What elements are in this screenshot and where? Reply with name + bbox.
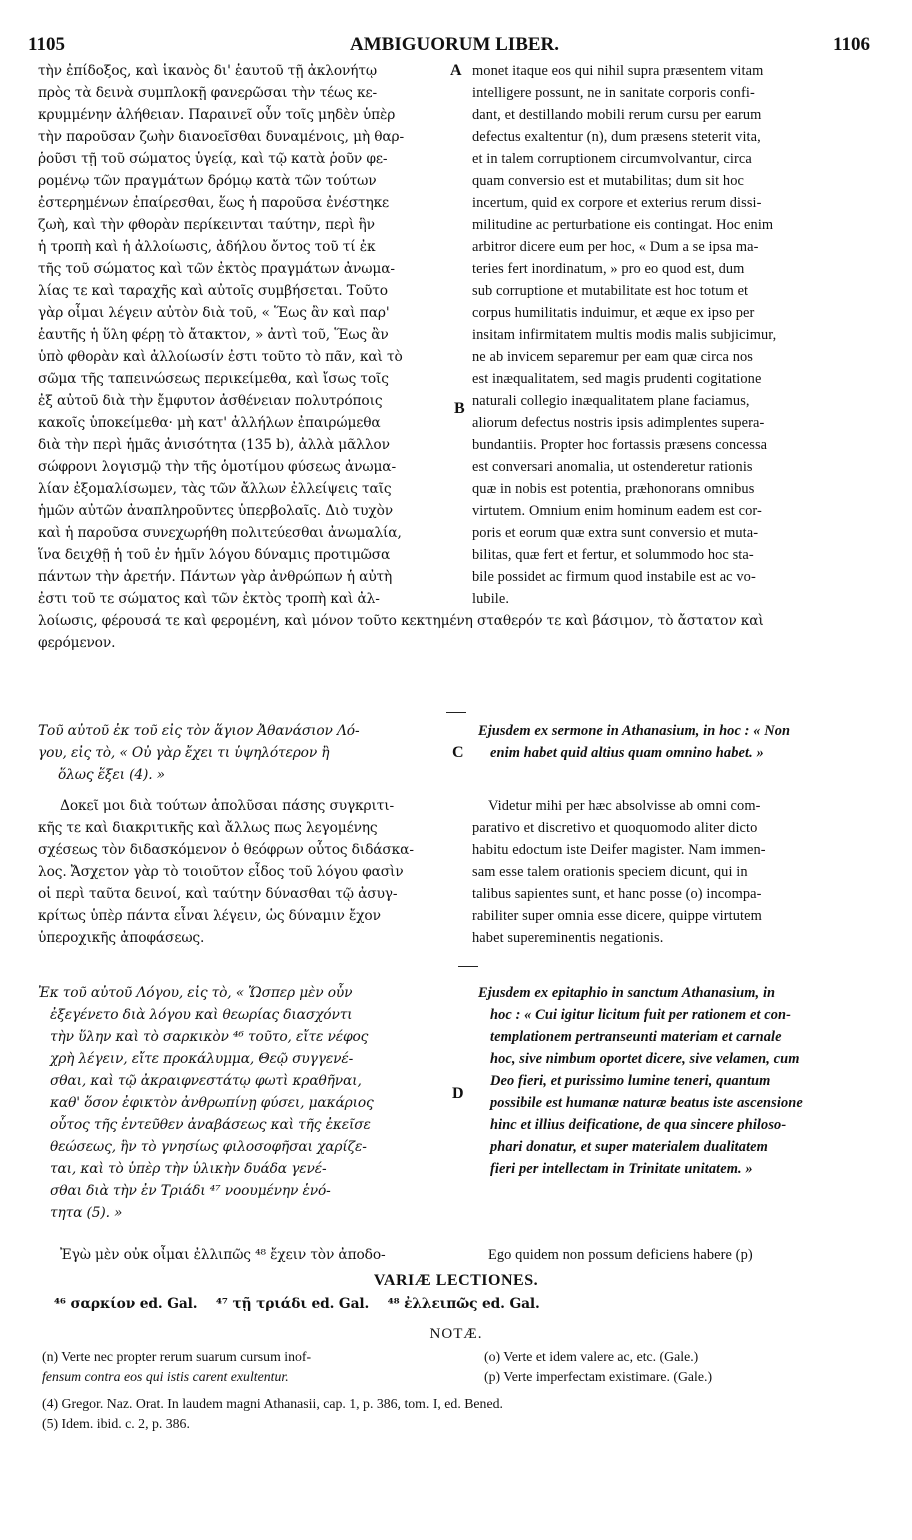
reference-line: (5) Idem. ibid. c. 2, p. 386. [42, 1416, 190, 1431]
latin-line: sam esse talem orationis speciem dicunt, qui in [472, 864, 748, 880]
latin-line: et in talem corruptionem circumvolvantur, circa [472, 151, 752, 167]
greek-line: κρυμμένην ἀλήθειαν. Παραινεῖ οὖν τοῖς μηδὲν ὑπὲρ [38, 107, 396, 123]
greek-line: Δοκεῖ μοι διὰ τούτων ἀπολῦσαι πάσης συγκριτι- [60, 798, 394, 814]
greek-line: φερόμενον. [38, 635, 116, 651]
section3-latin-column [478, 982, 878, 1180]
latin-line: insitam infirmitatem multis modis malis subjicimur, [472, 327, 777, 343]
greek-line: κακοῖς ὑποκείμεθα· μὴ κατ' ἀλλήλων ἐπαιρώμεθα [38, 415, 381, 431]
latin-line: est conversari anomalia, ut ostenderetur rationis [472, 459, 753, 475]
greek-heading-line: γου, εἰς τὸ, « Οὐ γὰρ ἔχει τι ὑψηλότερον ἢ [38, 745, 330, 761]
variae-lectiones-line: ⁴⁶ σαρκίον ed. Gal. ⁴⁷ τῇ τριάδι ed. Gal. ⁴⁸ ἐλλειπῶς ed. Gal. [54, 1296, 540, 1312]
greek-line: ἵνα δειχθῇ ἡ τοῦ ἐν ἡμῖν λόγου δύναμις προτιμῶσα [38, 547, 391, 563]
section3-greek-last-line [60, 1244, 460, 1266]
note-line: (o) Verte et idem valere ac, etc. (Gale.) [484, 1349, 699, 1364]
greek-line: σχέσεως τὸν διδασκόμενον ὁ θεόφρων οὗτος διδάσκα- [38, 842, 414, 858]
latin-heading-line: enim habet quid altius quam omnino habet. » [490, 745, 764, 761]
section-divider [446, 712, 466, 713]
latin-line: incertum, quid ex corpore et exterius rerum dissi- [472, 195, 762, 211]
greek-line: σῶμα τῆς ταπεινώσεως περικείμεθα, καὶ ἴσως τοῖς [38, 371, 389, 387]
latin-line: possibile est humanæ naturæ beatus iste ascensione [490, 1095, 803, 1111]
latin-line: est inæqualitatem, sed magis prudenti cogitatione [472, 371, 762, 387]
note-line: (n) Verte nec propter rerum suarum cursum inof- [42, 1349, 312, 1364]
greek-line: οἱ περὶ ταῦτα δεινοί, καὶ ταύτην δύνασθαι τῷ ἀσυγ- [38, 886, 398, 902]
latin-line: habet supereminentis negationis. [472, 930, 664, 946]
greek-line: ἑαυτῆς ἡ ὕλη φέρῃ τὸ ἄτακτον, » ἀντὶ τοῦ, Ἕως ἂν [38, 327, 389, 343]
latin-line: hinc et illius deificatione, de qua sincere philoso- [490, 1117, 787, 1133]
section1-greek-full-width [38, 610, 878, 654]
latin-line: naturali collegio inæqualitatem plane faciamus, [472, 393, 750, 409]
latin-line: lubile. [472, 591, 510, 607]
page-number-left: 1105 [28, 34, 65, 55]
reference-line: (4) Gregor. Naz. Orat. In laudem magni Athanasii, cap. 1, p. 386, tom. I, ed. Bened. [42, 1396, 503, 1411]
greek-line: ἡμῶν αὐτῶν ἀναπληροῦντες ὑπερβολαῖς. Διὸ τυχὸν [38, 503, 394, 519]
greek-line: λίαν ἐξομαλίσωμεν, τὰς τῶν ἄλλων ἐλλείψεις ταῖς [38, 481, 392, 497]
notae-heading: NOTÆ. [429, 1326, 483, 1342]
latin-line: dant, et destillando mobili rerum cursu per earum [472, 107, 762, 123]
greek-line: ἐστερημένων ἐπαίρεσθαι, ἕως ἡ παροῦσα ἐνέστηκε [38, 195, 390, 211]
greek-line: ἐξεγένετο διὰ λόγου καὶ θεωρίας διασχόντι [50, 1007, 353, 1023]
page-number-right: 1106 [833, 34, 870, 55]
greek-line: διὰ τὴν περὶ ἡμᾶς ἀνισότητα (135 b), ἀλλὰ μᾶλλον [38, 437, 390, 453]
margin-marker-c: C [452, 744, 464, 761]
latin-line: Ejusdem ex epitaphio in sanctum Athanasium, in [478, 985, 776, 1001]
greek-line: τὴν ἐπίδοξος, καὶ ἱκανὸς δι' ἑαυτοῦ τῇ ἀκλονήτῳ [38, 63, 377, 79]
latin-line: fieri per intellectam in Trinitate unitatem. » [490, 1161, 753, 1177]
greek-line: ὑπὸ φθορὰν καὶ ἀλλοίωσίν ἐστι τοῦτο τὸ πᾶν, καὶ τὸ [38, 349, 403, 365]
section2-latin-column [472, 795, 878, 949]
variae-lectiones-heading: VARIÆ LECTIONES. [373, 1272, 539, 1289]
footnote-references [42, 1394, 892, 1434]
greek-line: καθ' ὅσον ἐφικτὸν ἀνθρωπίνῃ φύσει, μακάριος [50, 1095, 374, 1111]
latin-line: intelligere possunt, ne in sanitate corporis confi- [472, 85, 755, 101]
greek-line: χρὴ λέγειν, εἴτε προκάλυμμα, Θεῷ συγγενέ- [50, 1051, 354, 1067]
greek-line: ῥοῦσι τῇ τοῦ σώματος ὑγείᾳ, καὶ τῷ κατὰ ῥοῦν φε- [38, 151, 388, 167]
latin-line: arbitror dicere eum per hoc, « Dum a se ipsa ma- [472, 239, 759, 255]
latin-line: Ego quidem non possum deficiens habere (p) [488, 1247, 753, 1263]
section3-greek-column [38, 982, 458, 1224]
greek-heading-line: Τοῦ αὐτοῦ ἐκ τοῦ εἰς τὸν ἅγιον Ἀθανάσιον Λό- [38, 723, 360, 739]
greek-line: ἡ τροπὴ καὶ ἡ ἀλλοίωσις, ἀδήλου ὄντος τοῦ τί ἐκ [38, 239, 376, 255]
latin-line: rabiliter super omnia esse dicere, quippe virtutem [472, 908, 762, 924]
greek-heading-line: ὅλως ἕξει (4). » [58, 767, 165, 783]
latin-line: corpus humilitatis induimur, et æque ex ipso per [472, 305, 755, 321]
latin-line: phari donatur, et super materialem dualitatem [490, 1139, 768, 1155]
latin-line: teries fert inordinatum, » pro eo quod est, dum [472, 261, 745, 277]
greek-line: ται, καὶ τὸ ὑπὲρ τὴν ὑλικὴν δυάδα γενέ- [50, 1161, 327, 1177]
latin-line: habitu edoctum iste Deifer magister. Nam immen- [472, 842, 766, 858]
greek-line: λίας τε καὶ ταραχῆς καὶ αὐτοῖς συμβήσεται. Τοῦτο [38, 283, 388, 299]
greek-line: κρίτως ὑπὲρ πάντα εἶναι λέγειν, ὡς δύναμιν ἔχον [38, 908, 381, 924]
latin-line: quam conversio est et mutabilitas; dum sit hoc [472, 173, 744, 189]
section1-latin-column [472, 60, 878, 610]
latin-heading-line: Ejusdem ex sermone in Athanasium, in hoc : « Non [478, 723, 791, 739]
latin-line: poris et eorum quæ extra sunt conversio et muta- [472, 525, 759, 541]
greek-line: πάντων τὴν ἀρετήν. Πάντων γὰρ ἀνθρώπων ἡ αὐτὴ [38, 569, 393, 585]
notae-left [42, 1347, 482, 1387]
greek-line: ὑπεροχικῆς ἀποφάσεως. [38, 930, 205, 946]
note-line: fensum contra eos qui istis carent exultentur. [42, 1369, 289, 1384]
notae-right [484, 1347, 884, 1387]
note-line: (p) Verte imperfectam existimare. (Gale.) [484, 1369, 713, 1384]
section2-greek-heading [38, 720, 458, 786]
latin-line: parativo et discretivo et quoquomodo aliter dicto [472, 820, 758, 836]
latin-line: bundantiis. Propter hoc fortassis præsens concessa [472, 437, 768, 453]
latin-line: hoc, sive nimbum oportet dicere, sive velamen, cum [490, 1051, 800, 1067]
latin-line: quæ in nobis est potentia, præhonorans omnibus [472, 481, 755, 497]
latin-line: militudine ac perturbatione eis contingat. Hoc enim [472, 217, 774, 233]
latin-line: Videtur mihi per hæc absolvisse ab omni com- [488, 798, 761, 814]
latin-line: talibus sapientes sunt, et hanc posse (o) incompa- [472, 886, 762, 902]
greek-line: ἐστι τοῦ τε σώματος καὶ τῶν ἐκτὸς τροπὴ καὶ ἀλ- [38, 591, 380, 607]
greek-line: σθαι, καὶ τῷ ἀκραιφνεστάτῳ φωτὶ κραθῆναι, [50, 1073, 362, 1089]
margin-marker-d: D [452, 1085, 464, 1102]
latin-line: templationem pertranseunti materiam et carnale [490, 1029, 782, 1045]
greek-line: λος. Ἄσχετον γὰρ τὸ τοιοῦτον εἶδος τοῦ λόγου φασὶν [38, 864, 404, 880]
greek-line: ζωὴ, καὶ τὴν φθορὰν περίκεινται ταύτην, περὶ ἣν [38, 217, 375, 233]
greek-line: Ἐγὼ μὲν οὐκ οἶμαι ἐλλιπῶς ⁴⁸ ἔχειν τὸν ἀποδο- [60, 1247, 386, 1263]
latin-line: bile possidet ac firmum quod instabile est ac vo- [472, 569, 756, 585]
latin-line: virtutem. Omnium enim hominum eadem est cor- [472, 503, 762, 519]
margin-marker-b: B [454, 400, 465, 417]
section3-latin-last-line [488, 1244, 888, 1266]
greek-line: κῆς τε καὶ διακριτικῆς καὶ ἄλλως πως λεγομένης [38, 820, 378, 836]
greek-line: τῆς τοῦ σώματος καὶ τῶν ἐκτὸς πραγμάτων ἀνωμα- [38, 261, 395, 277]
greek-line: σθαι διὰ τὴν ἐν Τριάδι ⁴⁷ νοουμένην ἑνό- [50, 1183, 331, 1199]
latin-line: sub corruptione et mutabilitate est hoc totum et [472, 283, 749, 299]
latin-line: defectus exaltentur (n), dum præsens steterit vita, [472, 129, 761, 145]
greek-line: καὶ ἡ παροῦσα συνεχωρήθη πολιτεύεσθαι ἀνωμαλία, [38, 525, 402, 541]
running-title: AMBIGUORUM LIBER. [350, 34, 560, 55]
section2-greek-column [38, 795, 458, 949]
latin-line: hoc : « Cui igitur licitum fuit per rationem et con- [490, 1007, 792, 1023]
section-divider [458, 966, 478, 967]
greek-line: γὰρ οἶμαι λέγειν αὐτὸν διὰ τοῦ, « Ἕως ἂν καὶ παρ' [38, 305, 390, 321]
latin-line: bilitas, quæ fert et fertur, et solummodo hoc sta- [472, 547, 754, 563]
latin-line: ne ab invicem separemur per eam quæ circa nos [472, 349, 754, 365]
latin-line: monet itaque eos qui nihil supra præsentem vitam [472, 63, 764, 79]
margin-marker-a: A [450, 62, 462, 79]
section1-greek-column [38, 60, 458, 610]
greek-line: ἐξ αὐτοῦ διὰ τὴν ἔμφυτον ἀσθένειαν πολυτρόποις [38, 393, 383, 409]
greek-line: οὗτος τῆς ἐντεῦθεν ἀναβάσεως καὶ τῆς ἐκεῖσε [50, 1117, 371, 1133]
section2-latin-heading [478, 720, 878, 764]
greek-line: τὴν ὕλην καὶ τὸ σαρκικὸν ⁴⁶ τοῦτο, εἴτε νέφος [50, 1029, 369, 1045]
greek-line: λοίωσις, φέρουσά τε καὶ φερομένη, καὶ μόνον τοῦτο κεκτημένη σταθερόν τε καὶ βάσιμον, τὸ ἄστατον καὶ [38, 613, 764, 629]
greek-line: τὴν παροῦσαν ζωὴν διανοεῖσθαι δυναμένοις, μὴ θαρ- [38, 129, 405, 145]
greek-line: τητα (5). » [50, 1205, 123, 1221]
greek-line: ρομένῳ τῶν πραγμάτων δρόμῳ κατὰ τῶν τούτων [38, 173, 377, 189]
greek-line: θεώσεως, ἣν τὸ γνησίως φιλοσοφῆσαι χαρίζε- [50, 1139, 367, 1155]
latin-line: aliorum defectus nostris ipsis adimplentes supera- [472, 415, 765, 431]
greek-line: Ἐκ τοῦ αὐτοῦ Λόγου, εἰς τὸ, « Ὥσπερ μὲν οὖν [38, 985, 353, 1001]
latin-line: Deo fieri, et purissimo lumine teneri, quantum [490, 1073, 771, 1089]
greek-line: σώφρονι λογισμῷ τὴν τῆς ὁμοτίμου φύσεως ἀνωμα- [38, 459, 396, 475]
greek-line: πρὸς τὰ δεινὰ συμπλοκῇ φανερῶσαι τὴν τέως κε- [38, 85, 377, 101]
